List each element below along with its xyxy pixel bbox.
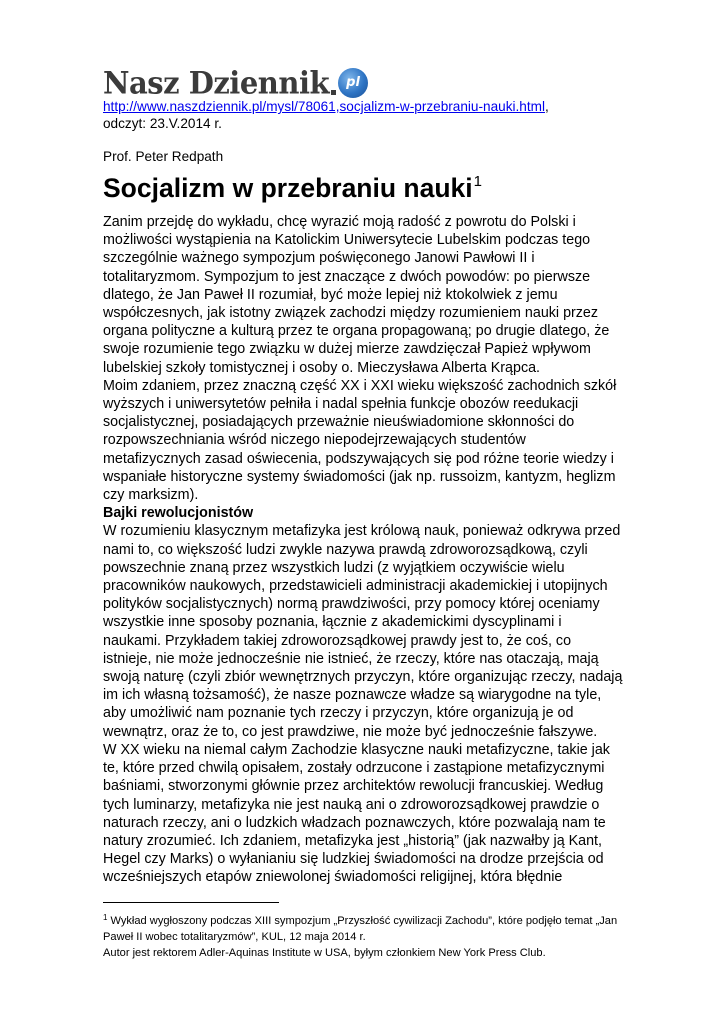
logo-dot	[331, 90, 336, 95]
paragraph: W XX wieku na niemal całym Zachodzie klasyczne nauki metafizyczne, takie jak te, które przed chwilą opisałem, zostały odrzucone i zastąpione metafizycznymi baśniami, stworzonymi głównie przez architektów rewolucji francuskiej. Według tych luminarzy, metafizyka nie jest nauką ani o zdroworozsądkowej prawdzie o naturach rzeczy, ani o ludzkich władzach poznawczych, które pozwalają nam te natury zrozumieć. Ich zdaniem, metafizyka jest „historią” (jak nazwałby ją Kant, Hegel czy Marks) o wyłanianiu się ludzkiej świadomości na drodze przejścia od wcześniejszych etapów zniewolonej świadomości religijnej, która błędnie	[103, 741, 610, 886]
paragraph: W rozumieniu klasycznym metafizyka jest królową nauk, ponieważ odkrywa przed nami to, co większość ludzi zwykle nazywa prawdą zdroworozsądkową, czyli powszechnie znaną przez wszystkich ludzi (z wyjątkiem oczywiście wielu pracowników naukowych, przedstawicieli administracji akademickiej i utopijnych polityków socjalistycznych) normą prawdziwości, przy pomocy której oceniamy wszystkie inne sposoby poznania, łącznie z akademickimi dyscyplinami i naukami. Przykładem takiej zdroworozsądkowej prawdy jest to, że coś, co istnieje, nie może jednocześnie nie istnieć, że rzeczy, które nas otaczają, mają swoją naturę (czyli zbiór wewnętrznych przyczyn, które organizując rzeczy, nadają im ich własną tożsamość), że nasze poznawcze władze są wiarygodne na tyle, aby umożliwić nam poznanie tych rzeczy i przyczyn, które organizują je od wewnątrz, oraz że to, co jest prawdziwe, nie może być jednocześnie fałszywe.	[103, 523, 623, 740]
article-body	[103, 213, 623, 887]
footnote-line-1	[103, 910, 623, 945]
newspaper-logo	[103, 66, 368, 100]
article-title-block	[103, 166, 482, 204]
source-citation	[103, 98, 603, 132]
source-link[interactable]: http://www.naszdziennik.pl/mysl/78061,socjalizm-w-przebraniu-nauki.html	[103, 99, 545, 114]
footnote-ref[interactable]: 1	[473, 173, 482, 190]
logo-text: Nasz Dziennik	[103, 65, 330, 101]
article-author: Prof. Peter Redpath	[103, 149, 224, 164]
footnote-marker: 1	[103, 913, 108, 922]
footnote-line-2: Autor jest rektorem Adler-Aquinas Institute w USA, byłym członkiem New York Press Club.	[103, 947, 546, 959]
logo-badge: pl	[338, 68, 368, 98]
source-link-suffix: ,	[544, 99, 549, 114]
footnote-text: Wykład wygłoszony podczas XIII sympozjum „Przyszłość cywilizacji Zachodu”, które podjęło temat „Jan Paweł II wobec totalitaryzmów”, KUL, 12 maja 2014 r.	[103, 915, 618, 943]
access-date: odczyt: 23.V.2014 r.	[103, 116, 222, 131]
paragraph: Zanim przejdę do wykładu, chcę wyrazić moją radość z powrotu do Polski i możliwości wystąpienia na Katolickim Uniwersytecie Lubelskim podczas tego szczególnie ważnego sympozjum poświęconego Janowi Pawłowi II i totalitaryzmom. Sympozjum to jest znaczące z dwóch powodów: po pierwsze dlatego, że Jan Paweł II rozumiał, być może lepiej niż ktokolwiek z jemu współczesnych, jak istotny związek zachodzi między rozumieniem nauki przez organa polityczne a kulturą przez te organa propagowaną; po drugie dlatego, że swoje rozumienie tego związku w dużej mierze zawdzięczał Papież wpływom lubelskiej szkoły tomistycznej i osoby o. Mieczysława Alberta Krąpca.	[103, 214, 610, 376]
section-heading: Bajki rewolucjonistów	[103, 505, 254, 522]
footnote	[103, 910, 623, 961]
paragraph: Moim zdaniem, przez znaczną część XX i XXI wieku większość zachodnich szkół wyższych i uniwersytetów pełniła i nadal spełnia funkcje obozów reedukacji socjalistycznej, posiadających przeważnie nieuświadomione skłonności do rozpowszechniania wśród niczego niepodejrzewających studentów metafizycznych zasad oświecenia, podszywających się pod różne teorie wiedzy i wspaniałe historyczne systemy świadomości (jak np. russoizm, kantyzm, heglizm czy marksizm).	[103, 377, 617, 504]
footnote-divider	[103, 902, 279, 903]
article-title: Socjalizm w przebraniu nauki	[103, 173, 473, 203]
